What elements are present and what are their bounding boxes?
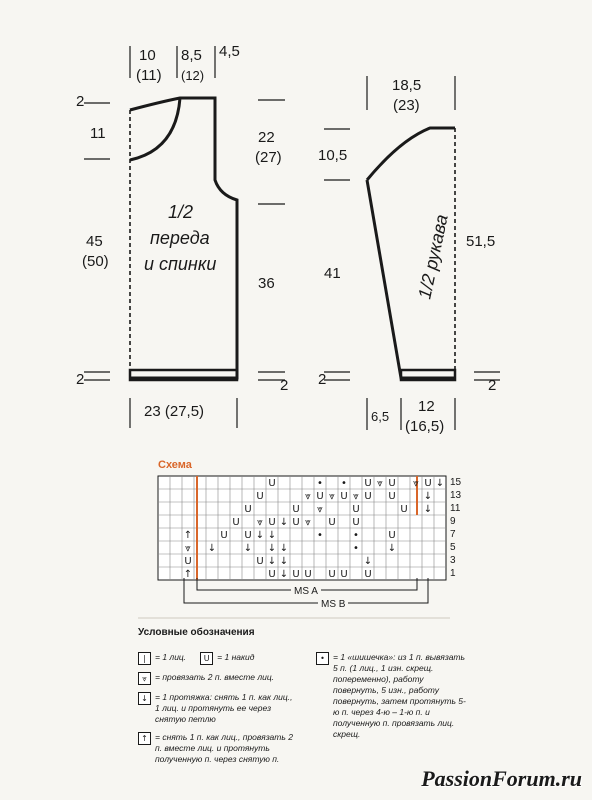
dim-sleeve-41: 41 [324,265,341,282]
chart-symbol: • [353,543,359,554]
legend-item: ↑ = снять 1 п. как лиц., провязать 2 п. вместе лиц. и протянуть полученную п. через снятую п. [138,732,298,765]
chart-symbol: • [317,530,323,541]
watermark-logo: PassionForum.ru [421,766,582,791]
yarn-over-icon: U [200,652,213,665]
chart-symbol: U [340,569,348,580]
chart-symbol: U [304,569,312,580]
chart-symbol: U [388,491,396,502]
chart-symbol: U [364,569,372,580]
dim-left-45: 45 [86,233,103,250]
chart-symbol: • [317,478,323,489]
chart-symbol: ↓ [267,543,277,554]
chart-symbol: U [388,530,396,541]
row-numbers [450,477,462,579]
front-back-label-2: передa [150,228,210,248]
dim-sleeve-right-2: 2 [488,377,497,394]
legend-item: ⩔ = провязать 2 п. вместе лиц. [138,672,298,685]
chart-symbol: ⩔ [257,517,263,528]
chart-symbol: U [244,530,252,541]
dim-left-2: 2 [76,93,85,110]
bobble-icon: • [316,652,329,665]
chart-symbol: • [353,530,359,541]
stitch-chart-grid [158,476,446,580]
ms-a-label: MS A [294,586,318,597]
row-num: 13 [450,490,462,501]
chart-symbol: ⩔ [305,491,311,502]
dim-bottom-width: 23 (27,5) [144,403,205,420]
chart-symbol: ⩔ [353,491,359,502]
dim-right-27: (27) [255,149,282,166]
dim-top-10: 10 [139,47,156,64]
chart-symbol: U [352,517,360,528]
chart-symbol: ⩔ [317,504,323,515]
chart-symbol: ↑ [183,530,193,541]
chart-symbol: U [232,517,240,528]
chart-symbol: U [244,504,252,515]
chart-symbol: U [256,556,264,567]
dim-sleeve-12: 12 [418,398,435,415]
chart-symbol: ↓ [363,556,373,567]
chart-symbol: ⩔ [329,491,335,502]
chart-symbol: ↓ [423,491,433,502]
sleeve-labels [318,77,496,435]
row-num: 15 [450,477,462,488]
chart-symbol: U [256,491,264,502]
chart-symbol: U [352,504,360,515]
dim-sleeve-51-5: 51,5 [466,233,496,250]
chart-symbol: U [220,530,228,541]
dim-right-36: 36 [258,275,275,292]
chart-symbol: U [292,517,300,528]
chart-symbol: ↓ [279,543,289,554]
dim-top-12: (12) [181,68,205,83]
dim-left-bottom-2: 2 [76,371,85,388]
chart-symbol: ⩔ [377,478,383,489]
chart-symbol: ↓ [279,517,289,528]
dim-left-50: (50) [82,253,109,270]
chart-symbol: ⩔ [305,517,311,528]
chart-symbol: U [364,478,372,489]
slip-pass-icon: ↓ [138,692,151,705]
chart-symbol: ↓ [279,569,289,580]
legend-right-column [316,652,466,747]
legend-title: Условные обозначения [138,627,255,638]
dim-sleeve-6-5: 6,5 [371,409,390,424]
chart-symbol: U [268,517,276,528]
row-num: 9 [450,516,456,527]
front-back-label-1: 1/2 [168,202,194,222]
sleeve-piece [324,76,500,430]
chart-symbol: U [184,556,192,567]
row-num: 7 [450,529,456,540]
sleeve-label: 1/2 рукава [414,212,452,301]
row-num: 1 [450,568,456,579]
chart-symbol: ↓ [435,478,445,489]
chart-symbol: ⩔ [413,478,419,489]
front-back-label-3: и спинки [144,254,217,274]
chart-symbol: ↓ [207,543,217,554]
chart-symbol: U [292,569,300,580]
chart-symbol: U [292,504,300,515]
row-num: 3 [450,555,456,566]
chart-symbol: U [328,517,336,528]
chart-symbol: U [316,491,324,502]
k2tog-icon: ⩔ [138,672,151,685]
chart-symbol: ⩔ [185,543,191,554]
row-num: 5 [450,542,456,553]
chart-symbol: U [328,569,336,580]
ms-b-label: MS B [321,599,346,610]
legend-left-column [138,652,298,772]
dim-sleeve-10-5: 10,5 [318,147,348,164]
dim-right-22: 22 [258,129,275,146]
dim-top-4-5: 4,5 [219,43,240,60]
dim-sleeve-left-2: 2 [318,371,327,388]
dim-sleeve-top: 18,5 [392,77,422,94]
dim-sleeve-top-alt: (23) [393,97,420,114]
chart-symbol: • [341,478,347,489]
chart-symbol: U [364,491,372,502]
chart-symbol: U [268,478,276,489]
dim-top-8-5: 8,5 [181,47,202,64]
row-num: 11 [450,503,461,514]
chart-symbol: ↓ [243,543,253,554]
legend-item: • = 1 «шишечка»: из 1 п. вывязать 5 п. (1 лиц., 1 изн. скрещ. попеременно), работу повернуть, 5 изн., работу повернуть, затем протянуть 5-ю п. через 4-ю – 1-ю п. и полученную п. провязать лиц. скрещ. [316,652,466,740]
double-slip-icon: ↑ [138,732,151,745]
chart-symbol: ↓ [387,543,397,554]
dim-top-11: (11) [136,67,162,84]
dim-left-11: 11 [90,125,106,142]
schema-title: Схема [158,459,192,471]
front-back-labels [76,43,288,420]
chart-symbol: ↓ [267,556,277,567]
legend-item: ↓ = 1 протяжка: снять 1 п. как лиц., 1 лиц. и протянуть ее через снятую петлю [138,692,298,725]
chart-symbol: U [268,569,276,580]
chart-symbol: ↓ [279,556,289,567]
dim-sleeve-16-5: (16,5) [405,418,445,435]
chart-symbol: U [424,478,432,489]
legend-item: | = 1 лиц. U = 1 накид [138,652,298,665]
chart-symbol: ↓ [255,530,265,541]
chart-symbol: U [388,478,396,489]
dim-right-bottom-2: 2 [280,377,289,394]
chart-symbol: ↓ [267,530,277,541]
sleeve-outline [367,128,455,180]
chart-symbol: U [400,504,408,515]
knit-stitch-icon: | [138,652,151,665]
chart-symbol: ↑ [183,569,193,580]
chart-symbol: ↓ [423,504,433,515]
chart-symbol: U [340,491,348,502]
